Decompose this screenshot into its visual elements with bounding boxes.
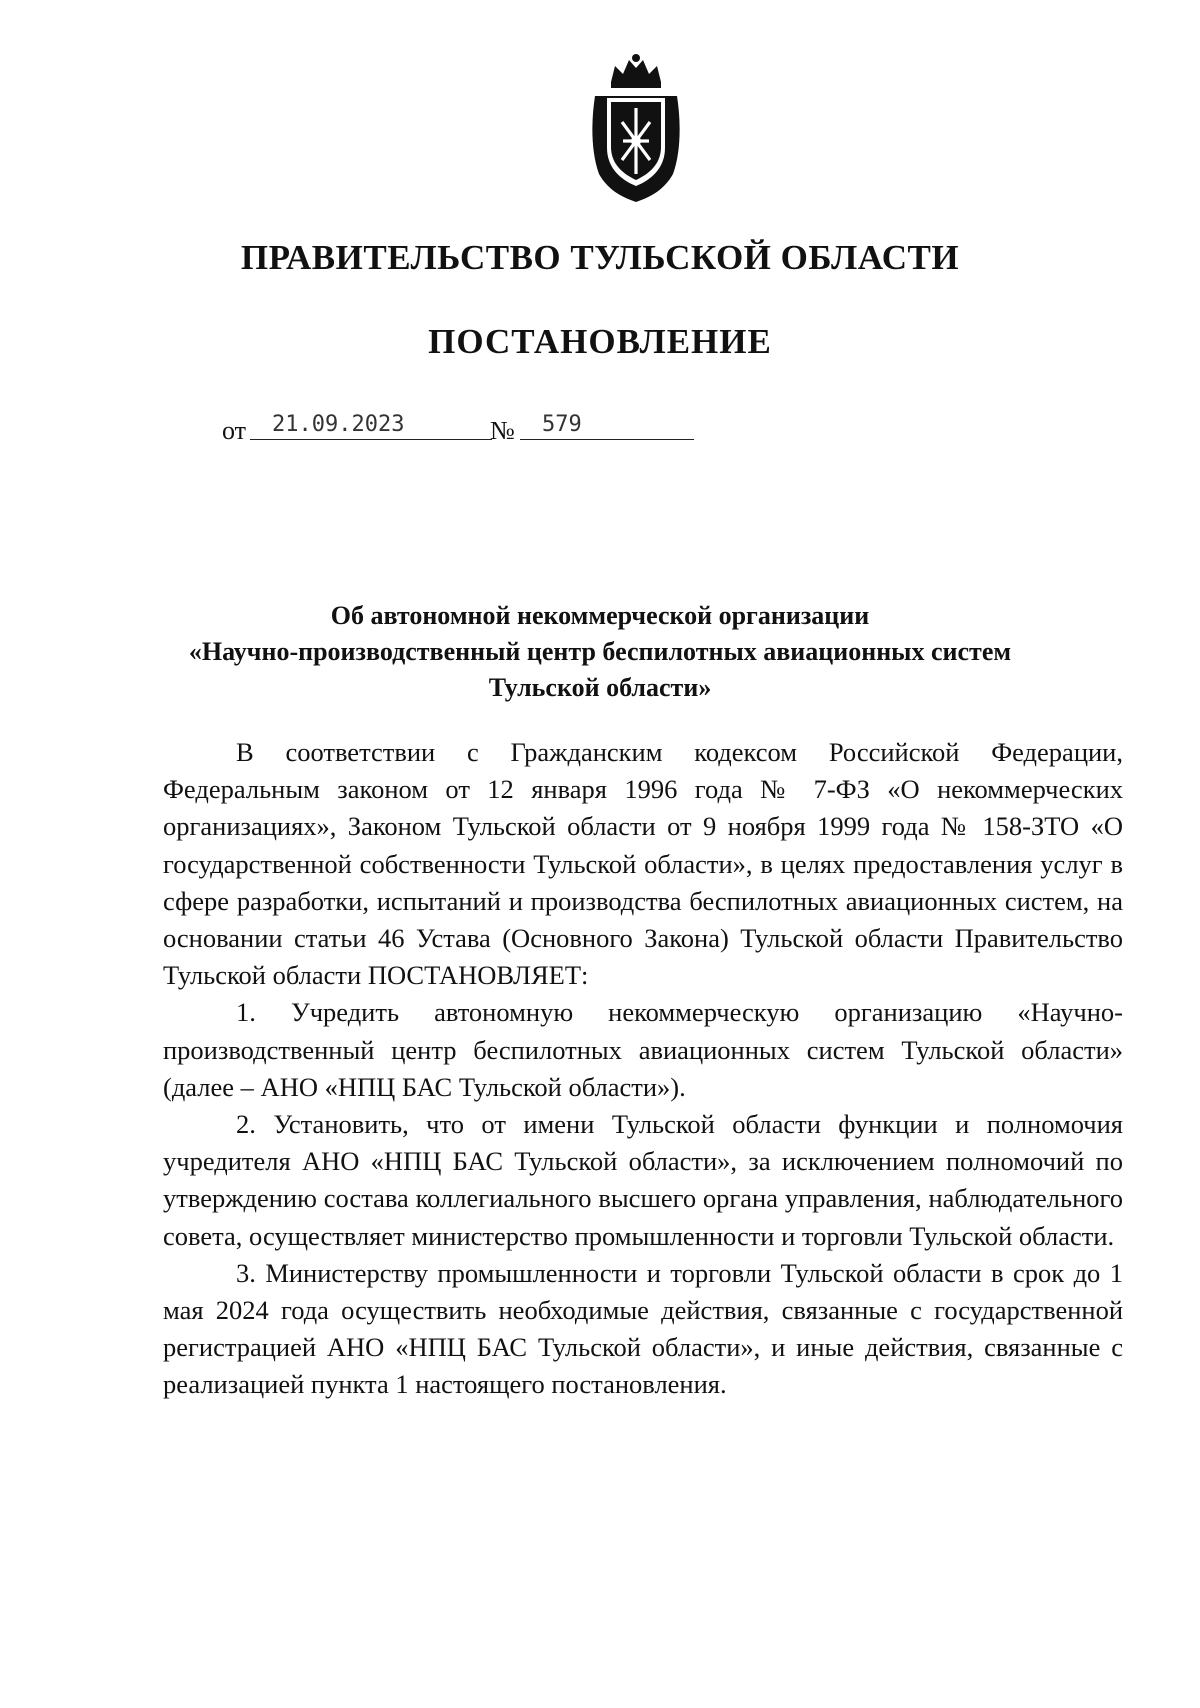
document-subject [0,598,1200,706]
preamble-paragraph: В соответствии с Гражданским кодексом Российской Федерации, Федеральным законом от 12 января 1996 года № 7-ФЗ «О некоммерческих организациях», Законом Тульской области от 9 ноября 1999 года № 158-ЗТО «О государственной собственности Тульской области», в целях предоставления услуг в сфере разработки, испытаний и производства беспилотных авиационных систем, на основании статьи 46 Устава (Основного Закона) Тульской области Правительство Тульской области ПОСТАНОВЛЯЕТ: [163,737,1123,991]
clause-2: 2. Установить, что от имени Тульской области функции и полномочия учредителя АНО «НПЦ БАС Тульской области», за исключением полномочий по утверждению состава коллегиального высшего органа управления, наблюдательного совета, осуществляет министерство промышленности и торговли Тульской области. [163,1109,1123,1251]
clause-1: 1. Учредить автономную некоммерческую организацию «Научно-производственный центр беспилотных авиационных систем Тульской области» (далее – АНО «НПЦ БАС Тульской области»). [163,997,1123,1102]
subject-line-1: Об автономной некоммерческой организации [330,601,870,630]
document-body [163,734,1123,1404]
document-type: ПОСТАНОВЛЕНИЕ [428,322,772,361]
clause-3: 3. Министерству промышленности и торговли Тульской области в срок до 1 мая 2024 года осуществить необходимые действия, связанные с государственной регистрацией АНО «НПЦ БАС Тульской области», и иные действия, связанные с реализацией пункта 1 настоящего постановления. [163,1257,1123,1400]
organization-title: ПРАВИТЕЛЬСТВО ТУЛЬСКОЙ ОБЛАСТИ [240,238,960,277]
number-value: 579 [520,412,694,440]
subject-line-3: Тульской области» [488,673,712,702]
tula-coat-of-arms-icon [589,52,683,204]
number-label: № [490,416,515,445]
date-label: от [222,416,247,445]
date-value: 21.09.2023 [250,412,492,440]
subject-line-2: «Научно-производственный центр беспилотных авиационных систем [188,637,1012,666]
